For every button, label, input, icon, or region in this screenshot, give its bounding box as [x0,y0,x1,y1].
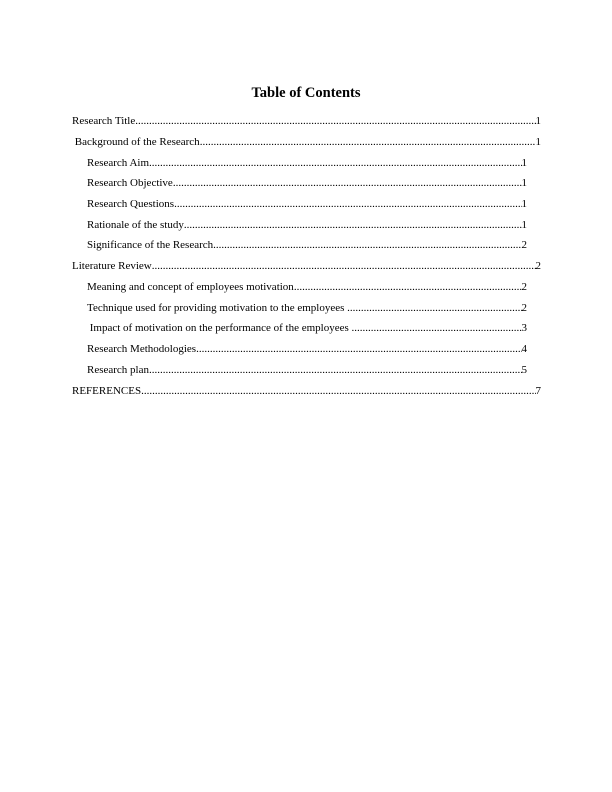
toc-page-number: 4 [521,343,527,355]
toc-entry-text: Rationale of the study [87,219,184,231]
toc-entry-research-aim[interactable] [87,156,527,170]
toc-leader-dots [173,176,522,190]
toc-leader-dots [347,301,521,315]
toc-leader-dots [352,321,522,335]
toc-entry-text: Research Aim [87,157,150,169]
toc-page-number: 3 [521,322,527,334]
toc-entry-text: Meaning and concept of employees motivation [87,281,294,293]
toc-entry-significance[interactable] [87,238,527,252]
toc-leader-dots [294,280,522,294]
toc-leader-dots [141,384,535,398]
toc-entry-references[interactable] [72,384,541,398]
toc-entry-literature-review[interactable] [72,259,541,273]
toc-page-number: 2 [521,302,527,314]
toc-leader-dots [149,363,522,377]
toc-entry-text: REFERENCES [72,385,142,397]
toc-leader-dots [196,342,521,356]
toc-page-number: 2 [521,239,527,251]
toc-entry-text: Impact of motivation on the performance of the employees [87,322,352,334]
toc-entry-text: Research plan [87,364,149,376]
toc-page-number: 1 [521,157,527,169]
toc-entry-meaning-concept[interactable] [87,280,527,294]
toc-page-number: 1 [535,136,541,148]
toc-entry-research-objective[interactable] [87,176,527,190]
toc-entry-text: Technique used for providing motivation to the employees [87,302,348,314]
toc-page-number: 2 [535,260,541,272]
toc-page-number: 1 [521,219,527,231]
toc-page-number: 2 [521,281,527,293]
toc-entry-impact[interactable] [87,321,527,335]
toc-leader-dots [200,135,536,149]
toc-page-number: 1 [521,198,527,210]
toc-entry-research-questions[interactable] [87,197,527,211]
toc-entry-rationale[interactable] [87,218,527,232]
toc-page-number: 7 [535,385,541,397]
toc-page-number: 1 [521,177,527,189]
toc-leader-dots [184,218,522,232]
toc-entry-text: Significance of the Research [87,239,214,251]
toc-leader-dots [213,238,521,252]
toc-entry-background[interactable] [72,135,541,149]
toc-entry-text: Literature Review [72,260,152,272]
toc-leader-dots [152,259,536,273]
toc-leader-dots [149,156,521,170]
toc-leader-dots [174,197,521,211]
toc-title: Table of Contents [251,85,361,101]
toc-leader-dots [135,114,535,128]
toc-entry-text: Research Questions [87,198,175,210]
toc-entry-text: Background of the Research [72,136,200,148]
toc-page-number: 5 [521,364,527,376]
toc-page-number: 1 [535,115,541,127]
toc-entry-research-plan[interactable] [87,363,527,377]
toc-entry-text: Research Methodologies [87,343,197,355]
toc-entry-text: Research Title [72,115,136,127]
toc-entry-text: Research Objective [87,177,173,189]
toc-entry-research-title[interactable] [72,114,541,128]
toc-entry-technique[interactable] [87,301,527,315]
toc-entry-methodologies[interactable] [87,342,527,356]
